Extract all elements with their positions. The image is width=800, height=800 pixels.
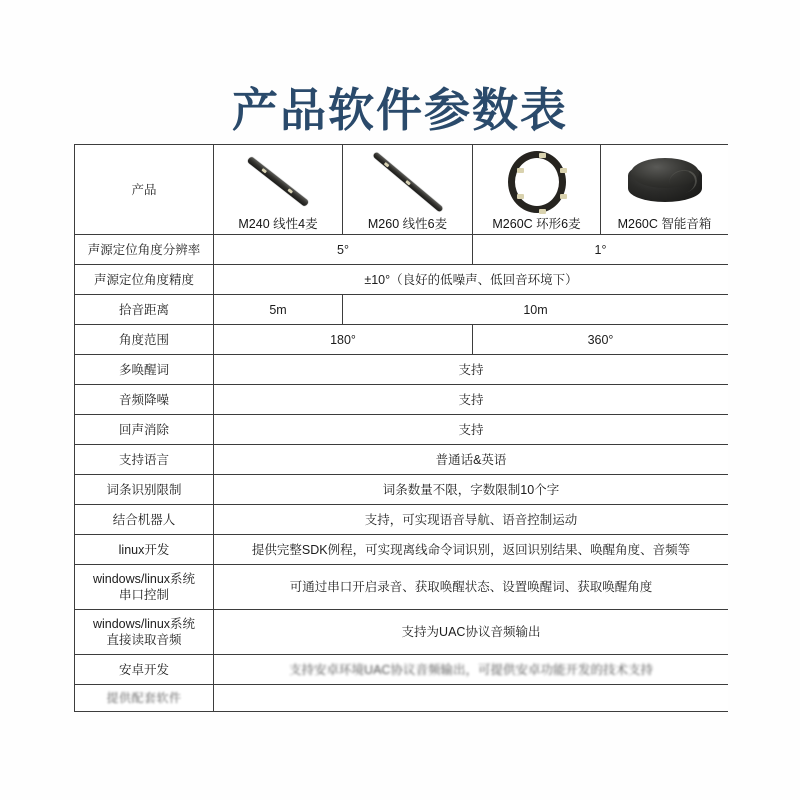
product-header-row [75, 145, 729, 235]
row-label-line1: windows/linux系统 [92, 617, 196, 631]
spec-table [74, 144, 728, 712]
row-value: ±10°（良好的低噪声、低回音环境下） [214, 265, 729, 295]
table-row [75, 295, 729, 325]
spec-table-container [74, 144, 728, 722]
row-value: 提供完整SDK例程，可实现离线命令词识别，返回识别结果、唤醒角度、音频等 [214, 535, 729, 565]
row-label: 声源定位角度分辨率 [75, 235, 214, 265]
row-value [214, 685, 729, 712]
row-label [75, 565, 214, 610]
row-label: 安卓开发 [75, 655, 214, 685]
product-name-2: M260C 环形6麦 [492, 217, 581, 231]
product-cell-0 [214, 145, 343, 235]
row-label-text: 提供配套软件 [106, 691, 182, 705]
smart-speaker-icon [601, 147, 728, 216]
product-name-3: M260C 智能音箱 [617, 217, 712, 231]
table-row [75, 685, 729, 712]
row-label: 词条识别限制 [75, 475, 214, 505]
row-label: linux开发 [75, 535, 214, 565]
table-row [75, 265, 729, 295]
ring-mic-array-6-icon [473, 147, 600, 216]
table-row [75, 505, 729, 535]
row-value: 支持 [214, 355, 729, 385]
row-label: 多唤醒词 [75, 355, 214, 385]
row-label: 结合机器人 [75, 505, 214, 535]
row-value: 支持为UAC协议音频输出 [214, 610, 729, 655]
row-label [75, 610, 214, 655]
table-row [75, 385, 729, 415]
linear-mic-array-6-icon [343, 147, 472, 216]
row-value: 360° [473, 325, 729, 355]
spec-table-body [75, 145, 729, 712]
table-row [75, 565, 729, 610]
row-value [214, 655, 729, 685]
row-label-line2: 串口控制 [118, 588, 169, 602]
row-label: 回声消除 [75, 415, 214, 445]
product-cell-3 [601, 145, 729, 235]
table-row [75, 535, 729, 565]
row-value: 可通过串口开启录音、获取唤醒状态、设置唤醒词、获取唤醒角度 [214, 565, 729, 610]
table-row [75, 475, 729, 505]
row-label: 角度范围 [75, 325, 214, 355]
page-title: 产品软件参数表 [232, 83, 568, 136]
product-cell-2 [473, 145, 601, 235]
table-row [75, 325, 729, 355]
row-value: 词条数量不限，字数限制10个字 [214, 475, 729, 505]
row-value: 5m [214, 295, 343, 325]
header-label-cell: 产品 [75, 145, 214, 235]
row-value: 5° [214, 235, 473, 265]
table-row [75, 445, 729, 475]
row-label [75, 685, 214, 712]
row-value-text: 支持安卓环境UAC协议音频输出，可提供安卓功能开发的技术支持 [289, 662, 653, 677]
table-row [75, 610, 729, 655]
row-value: 支持 [214, 385, 729, 415]
row-value: 1° [473, 235, 729, 265]
row-value: 10m [343, 295, 729, 325]
table-row [75, 655, 729, 685]
row-label: 声源定位角度精度 [75, 265, 214, 295]
row-label: 音频降噪 [75, 385, 214, 415]
row-value: 180° [214, 325, 473, 355]
product-name-1: M260 线性6麦 [367, 217, 448, 231]
table-row [75, 415, 729, 445]
linear-mic-array-4-icon [214, 147, 342, 216]
row-label-line2: 直接读取音频 [106, 633, 182, 647]
row-value: 支持 [214, 415, 729, 445]
row-value: 支持，可实现语音导航、语音控制运动 [214, 505, 729, 535]
product-cell-1 [343, 145, 473, 235]
row-label: 拾音距离 [75, 295, 214, 325]
row-label-line1: windows/linux系统 [92, 572, 196, 586]
product-name-0: M240 线性4麦 [238, 217, 318, 231]
table-row [75, 355, 729, 385]
row-label: 支持语言 [75, 445, 214, 475]
table-row [75, 235, 729, 265]
row-value: 普通话&英语 [214, 445, 729, 475]
